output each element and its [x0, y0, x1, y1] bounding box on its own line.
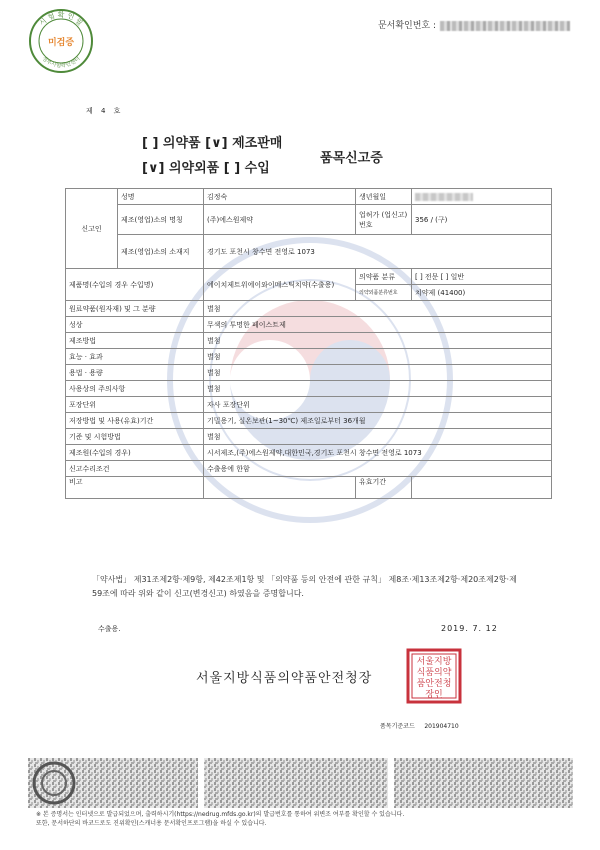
product-label: 제품명(수입의 경우 수입명)	[66, 269, 204, 301]
product-code-label: 품목기준코드	[380, 723, 415, 730]
title-line-2: [∨] 의약외품 [ ] 수입	[142, 161, 270, 176]
applicant-group-label: 신고인	[66, 189, 118, 269]
product-code	[380, 721, 459, 730]
stamp-top-text: 시 험 확 인 필	[37, 11, 85, 28]
row-value: 무색의 투명한 페이스트제	[204, 317, 552, 333]
row-label: 사용상의 주의사항	[66, 381, 204, 397]
company-label: 제조(영업)소의 명칭	[118, 205, 204, 235]
redacted-birthdate	[415, 193, 473, 201]
svg-text:정부시험확인센터	[41, 54, 82, 69]
issuing-authority: 서울지방식품의약품안전청장	[196, 671, 373, 686]
company-value: (주)에스원제약	[204, 205, 356, 235]
footer-line: ※ 본 증명서는 인터넷으로 발급되었으며, 출력하시기(https://nedrug.mfds.go.kr)의 발급번호를 통하여 위변조 여부를 확인할 수 있습니다.	[36, 811, 405, 818]
row-label: 성상	[66, 317, 204, 333]
row-value: 자사 포장단위	[204, 397, 552, 413]
certificate-title: 품목신고증	[320, 151, 383, 166]
license-label: 업허가 (업신고)번호	[356, 205, 412, 235]
row-label: 포장단위	[66, 397, 204, 413]
class-label: 의약품 분류	[356, 269, 412, 285]
security-barcode-strip	[28, 758, 573, 808]
row-value: 별첨	[204, 301, 552, 317]
name-value: 김정숙	[204, 189, 356, 205]
row-value: 기밀용기, 실온보관(1~30℃) 제조일로부터 36개월	[204, 413, 552, 429]
row-label: 원료약품(원자재) 및 그 분량	[66, 301, 204, 317]
seal-text-2: 식품의약	[416, 668, 452, 678]
row-value: 시서제조,(주)에스원제약,대한민국,경기도 포천시 창수면 전영로 1073	[204, 445, 552, 461]
stamp-bottom-text: 정부시험확인센터	[40, 55, 82, 70]
row-label: 제조방법	[66, 333, 204, 349]
row-value: 별첨	[204, 333, 552, 349]
class-no-label: 의약외품분류번호	[356, 285, 412, 301]
redacted-document-number	[440, 21, 570, 31]
row-label: 기준 및 시험방법	[66, 429, 204, 445]
row-label: 저장방법 및 사용(유효)기간	[66, 413, 204, 429]
class-value: [ ] 전문 [ ] 일반	[412, 269, 552, 285]
row-value: 별첨	[204, 365, 552, 381]
row-value: 별첨	[204, 349, 552, 365]
seal-text-1: 서울지방	[416, 657, 452, 667]
stamp-center-text: 미검증	[47, 38, 75, 48]
note-label: 비고	[66, 477, 204, 499]
expiry-label: 유효기간	[356, 477, 412, 499]
birth-label: 생년월일	[356, 189, 412, 205]
license-value: 356 / (구)	[412, 205, 552, 235]
address-value: 경기도 포천시 창수면 전영로 1073	[204, 235, 552, 269]
name-label: 성명	[118, 189, 204, 205]
verification-stamp	[28, 8, 94, 74]
row-value: 별첨	[204, 429, 552, 445]
row-label: 제조원(수입의 경우)	[66, 445, 204, 461]
product-code-value: 201904710	[424, 723, 459, 730]
svg-text:시 험 확 인 필	[38, 10, 85, 27]
form-number: 제 4 호	[86, 107, 124, 115]
row-value: 별첨	[204, 381, 552, 397]
issue-date: 2019. 7. 12	[441, 624, 498, 633]
declaration-table	[65, 188, 552, 499]
issue-purpose: 수출용.	[98, 625, 121, 633]
official-seal	[406, 648, 462, 704]
class-no-value: 치약제 (41400)	[412, 285, 552, 301]
footer-notice	[36, 810, 576, 828]
row-label: 효능 · 효과	[66, 349, 204, 365]
row-value: 수출용에 한함	[204, 461, 552, 477]
note-value	[204, 477, 356, 499]
expiry-value	[412, 477, 552, 499]
address-label: 제조(영업)소의 소재지	[118, 235, 204, 269]
row-label: 신고수리조건	[66, 461, 204, 477]
document-number	[378, 18, 570, 31]
document-number-label: 문서확인번호 :	[377, 21, 436, 31]
seal-text-4: 장인	[425, 690, 443, 700]
product-value: 에이치제트위에이와이메스틱치약(수출용)	[204, 269, 356, 301]
legal-statement: 「약사법」 제31조제2항·제9항, 제42조제1항 및 「의약품 등의 안전에 관한 규칙」 제8조·제13조제2항·제20조제2항·제59조에 따라 위와 같이 신고(변경신고) 하였음을 증명합니다.	[92, 575, 517, 598]
title-line-1: [ ] 의약품 [∨] 제조판매	[142, 136, 283, 151]
seal-text-3: 품안전청	[416, 679, 452, 689]
row-label: 용법 · 용량	[66, 365, 204, 381]
footer-line: 또한, 문서하단의 바코드로도 진위확인(스캐너용 문서확인프로그램)을 하실 수 있습니다.	[36, 820, 267, 827]
